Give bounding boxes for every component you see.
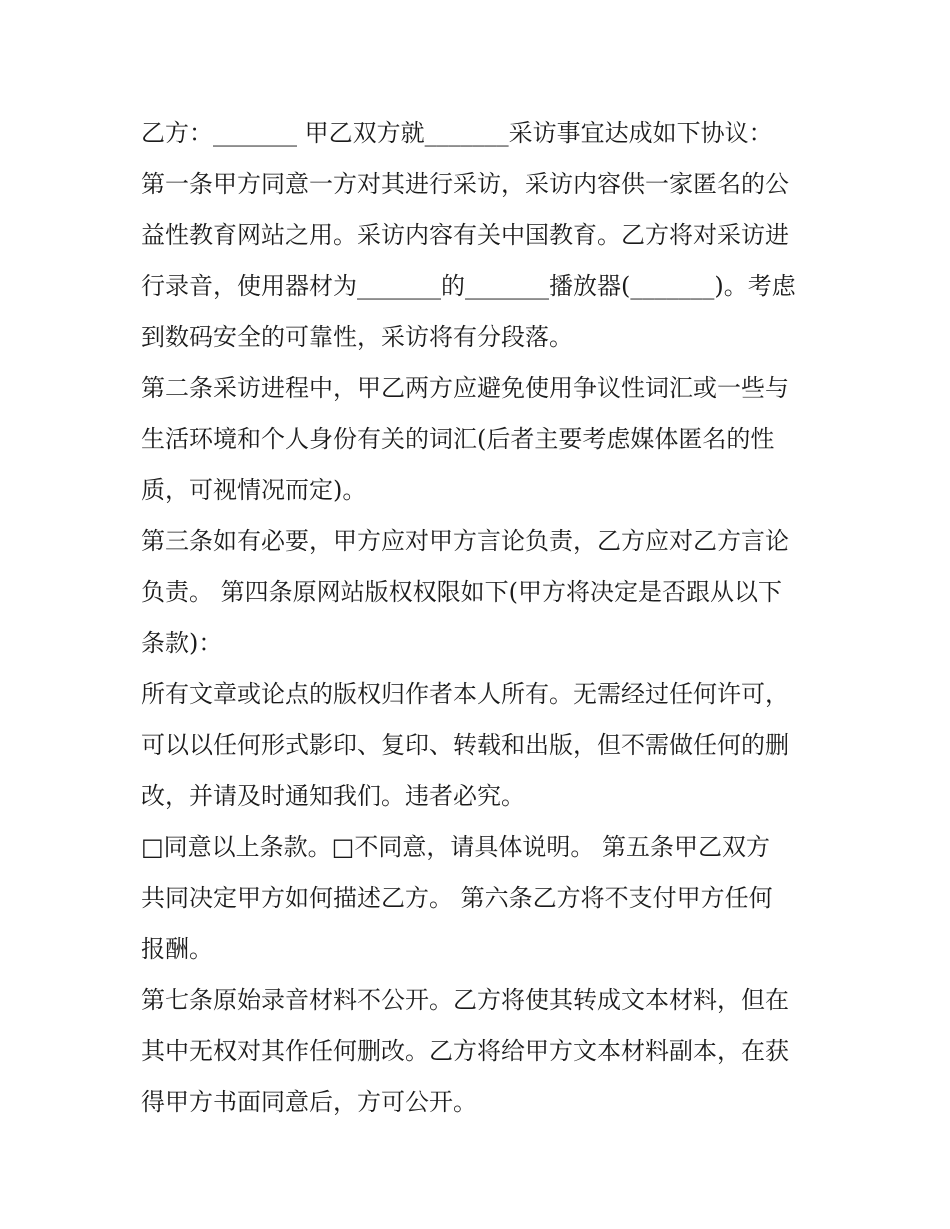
- text-line: 可以以任何形式影印、复印、转载和出版，但不需做任何的删: [141, 731, 789, 759]
- text-line: 条款)：: [141, 629, 223, 657]
- text-line: 负责。 第四条原网站版权权限如下(甲方将决定是否跟从以下: [141, 578, 782, 606]
- text-line: 其中无权对其作任何删改。乙方将给甲方文本材料副本，在获: [141, 1037, 789, 1065]
- text-line: 生活环境和个人身份有关的词汇(后者主要考虑媒体匿名的性: [141, 425, 775, 453]
- text-line: 得甲方书面同意后，方可公开。: [141, 1088, 477, 1116]
- text-line: 改，并请及时通知我们。违者必究。: [141, 782, 525, 810]
- text-line: 行录音，使用器材为_______的_______播放器(_______)。考虑: [141, 272, 796, 300]
- text-line: 益性教育网站之用。采访内容有关中国教育。乙方将对采访进: [141, 221, 789, 249]
- agreement-body: [141, 108, 813, 1128]
- text-line: 第三条如有必要，甲方应对甲方言论负责，乙方应对乙方言论: [141, 527, 789, 555]
- text-line: 乙方：_______ 甲乙双方就_______采访事宜达成如下协议：: [141, 119, 773, 147]
- text-line: 第七条原始录音材料不公开。乙方将使其转成文本材料，但在: [141, 986, 789, 1014]
- text-line: 共同决定甲方如何描述乙方。 第六条乙方将不支付甲方任何: [141, 884, 773, 912]
- text-line: 报酬。: [141, 935, 213, 963]
- text-line: 第二条采访进程中，甲乙两方应避免使用争议性词汇或一些与: [141, 374, 789, 402]
- text-line: 到数码安全的可靠性，采访将有分段落。: [141, 323, 573, 351]
- text-line: 第一条甲方同意一方对其进行采访，采访内容供一家匿名的公: [141, 170, 789, 198]
- text-line: 质，可视情况而定)。: [141, 476, 367, 504]
- text-line: □同意以上条款。□不同意，请具体说明。 第五条甲乙双方: [141, 833, 770, 861]
- text-line: 所有文章或论点的版权归作者本人所有。无需经过任何许可，: [141, 680, 789, 708]
